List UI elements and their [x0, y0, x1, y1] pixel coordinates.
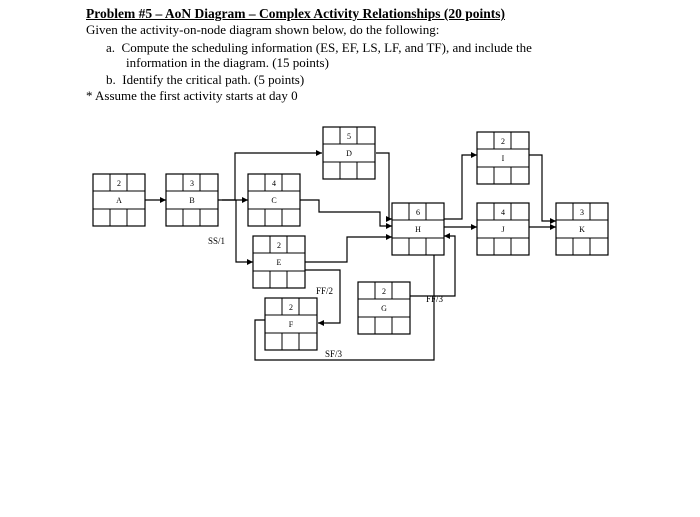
node-b-name: B — [189, 196, 195, 205]
node-d — [323, 127, 375, 179]
item-a-line1: a. Compute the scheduling information (ES, EF, LS, LF, and TF), and include the — [106, 40, 532, 55]
link-e-h — [305, 237, 392, 262]
node-h — [392, 203, 444, 255]
node-f-name: F — [288, 320, 294, 329]
link-c-h — [299, 200, 392, 226]
assumption: * Assume the first activity starts at day 0 — [86, 88, 298, 103]
link-d-h — [376, 153, 392, 219]
node-k — [556, 203, 608, 255]
label-ff-e-f: FF/2 — [316, 286, 334, 296]
node-f-duration: 2 — [289, 303, 293, 312]
node-a-name: A — [116, 196, 122, 205]
node-d-name: D — [346, 149, 352, 158]
node-g-duration: 2 — [382, 287, 386, 296]
node-i-name: I — [501, 154, 505, 163]
node-b-duration: 3 — [190, 179, 194, 188]
node-g — [358, 282, 410, 334]
node-c-name: C — [271, 196, 277, 205]
link-h-i — [444, 155, 477, 219]
node-k-duration: 3 — [580, 208, 584, 217]
node-d-duration: 5 — [347, 132, 351, 141]
label-ff-g-h: FF/3 — [426, 294, 444, 304]
node-a — [93, 174, 145, 226]
node-h-name: H — [415, 225, 421, 234]
node-c-duration: 4 — [272, 179, 276, 188]
node-j-name: J — [501, 225, 505, 234]
link-i-k — [529, 155, 556, 221]
node-g-name: G — [381, 304, 387, 313]
node-e-duration: 2 — [277, 241, 281, 250]
node-j — [477, 203, 529, 255]
node-c — [248, 174, 300, 226]
node-a-duration: 2 — [117, 179, 121, 188]
node-i-duration: 2 — [501, 137, 505, 146]
problem-title: Problem #5 – AoN Diagram – Complex Activity Relationships (20 points) — [86, 6, 505, 21]
node-k-name: K — [579, 225, 585, 234]
node-j-duration: 4 — [501, 208, 505, 217]
item-b: b. Identify the critical path. (5 points) — [106, 72, 305, 87]
node-b — [166, 174, 218, 226]
node-f — [265, 298, 317, 350]
node-i — [477, 132, 529, 184]
node-h-duration: 6 — [416, 208, 420, 217]
node-e — [253, 236, 305, 288]
label-ss-b-e: SS/1 — [208, 236, 226, 246]
item-a-line2: information in the diagram. (15 points) — [126, 55, 329, 70]
problem-intro: Given the activity-on-node diagram shown below, do the following: — [86, 22, 440, 37]
node-e-name: E — [276, 258, 282, 267]
label-sf-f-h: SF/3 — [325, 349, 343, 359]
